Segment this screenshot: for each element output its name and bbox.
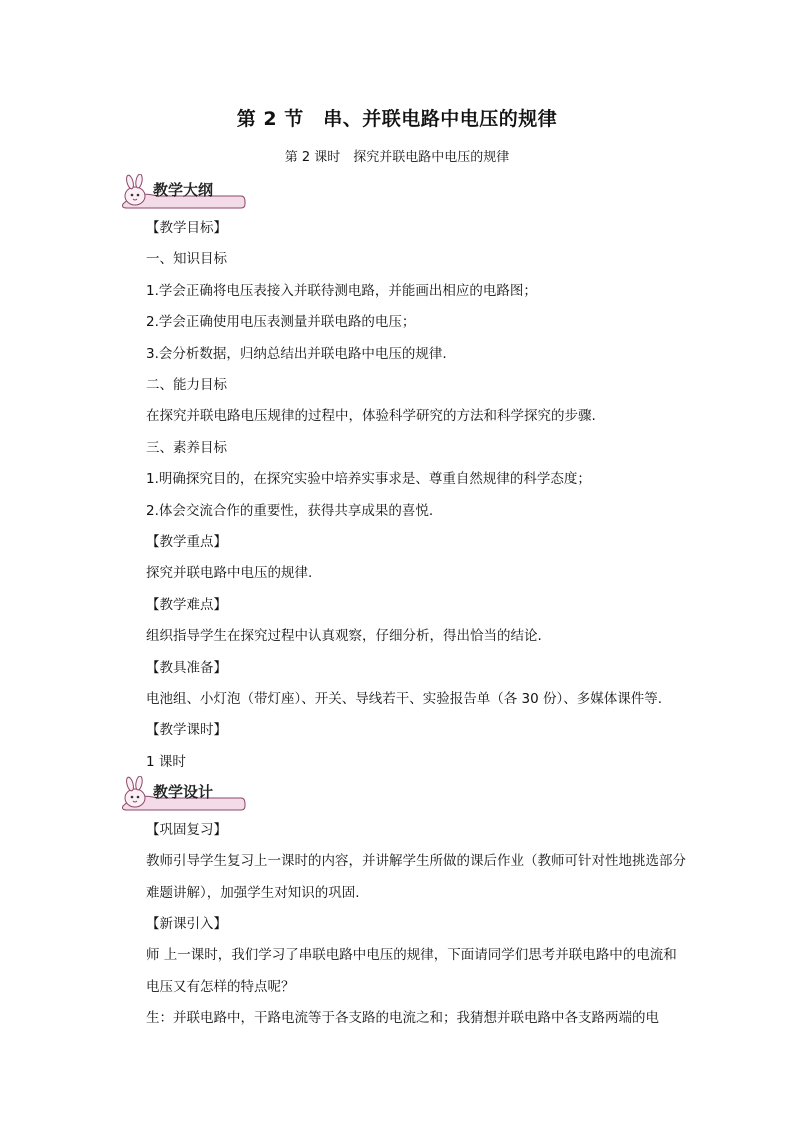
page-subtitle: 第 2 课时 探究并联电路中电压的规律 [284,150,510,165]
difficulty-heading: 【教学难点】 [146,597,227,613]
key-points-heading: 【教学重点】 [146,534,227,550]
section-banner-label: 教学设计 [153,783,214,801]
section-banner-outline [117,174,247,210]
rabbit-banner-icon [117,776,247,812]
hours-text: 1 课时 [146,754,186,770]
objectives-heading: 【教学目标】 [146,220,227,236]
ability-heading: 二、能力目标 [146,377,227,393]
teacher-text: 师 上一课时，我们学习了串联电路中电压的规律，下面请同学们思考并联电路中的电流和电压又有怎样的特点呢？ [146,947,677,995]
list-item: 1.学会正确将电压表接入并联待测电路，并能画出相应的电路图； [146,283,537,299]
list-item: 3.会分析数据，归纳总结出并联电路中电压的规律. [146,346,447,362]
review-heading: 【巩固复习】 [146,822,227,838]
hours-heading: 【教学课时】 [146,722,227,738]
list-item: 在探究并联电路电压规律的过程中，体验科学研究的方法和科学探究的步骤. [146,408,596,424]
knowledge-heading: 一、知识目标 [146,251,227,267]
list-item: 2.学会正确使用电压表测量并联电路的电压； [146,314,416,330]
list-item: 1.明确探究目的，在探究实验中培养实事求是、尊重自然规律的科学态度； [146,471,591,487]
intro-heading: 【新课引入】 [146,916,227,932]
section-banner-label: 教学大纲 [153,181,214,199]
list-item: 2.体会交流合作的重要性，获得共享成果的喜悦. [146,503,434,519]
literacy-heading: 三、素养目标 [146,440,227,456]
key-points-text: 探究并联电路中电压的规律. [146,565,313,581]
student-text: 生：并联电路中，干路电流等于各支路的电流之和；我猜想并联电路中各支路两端的电 [146,1010,659,1026]
equipment-text: 电池组、小灯泡（带灯座）、开关、导线若干、实验报告单（各 30 份）、多媒体课件等. [146,691,663,707]
rabbit-banner-icon [117,174,247,210]
review-text: 教师引导学生复习上一课时的内容，并讲解学生所做的课后作业（教师可针对性地挑选部分难题讲解），加强学生对知识的巩固. [146,853,686,901]
page-title: 第 2 节 串、并联电路中电压的规律 [236,108,558,130]
difficulty-text: 组织指导学生在探究过程中认真观察，仔细分析，得出恰当的结论. [146,628,542,644]
section-banner-outline [117,776,247,812]
equipment-heading: 【教具准备】 [146,660,227,676]
